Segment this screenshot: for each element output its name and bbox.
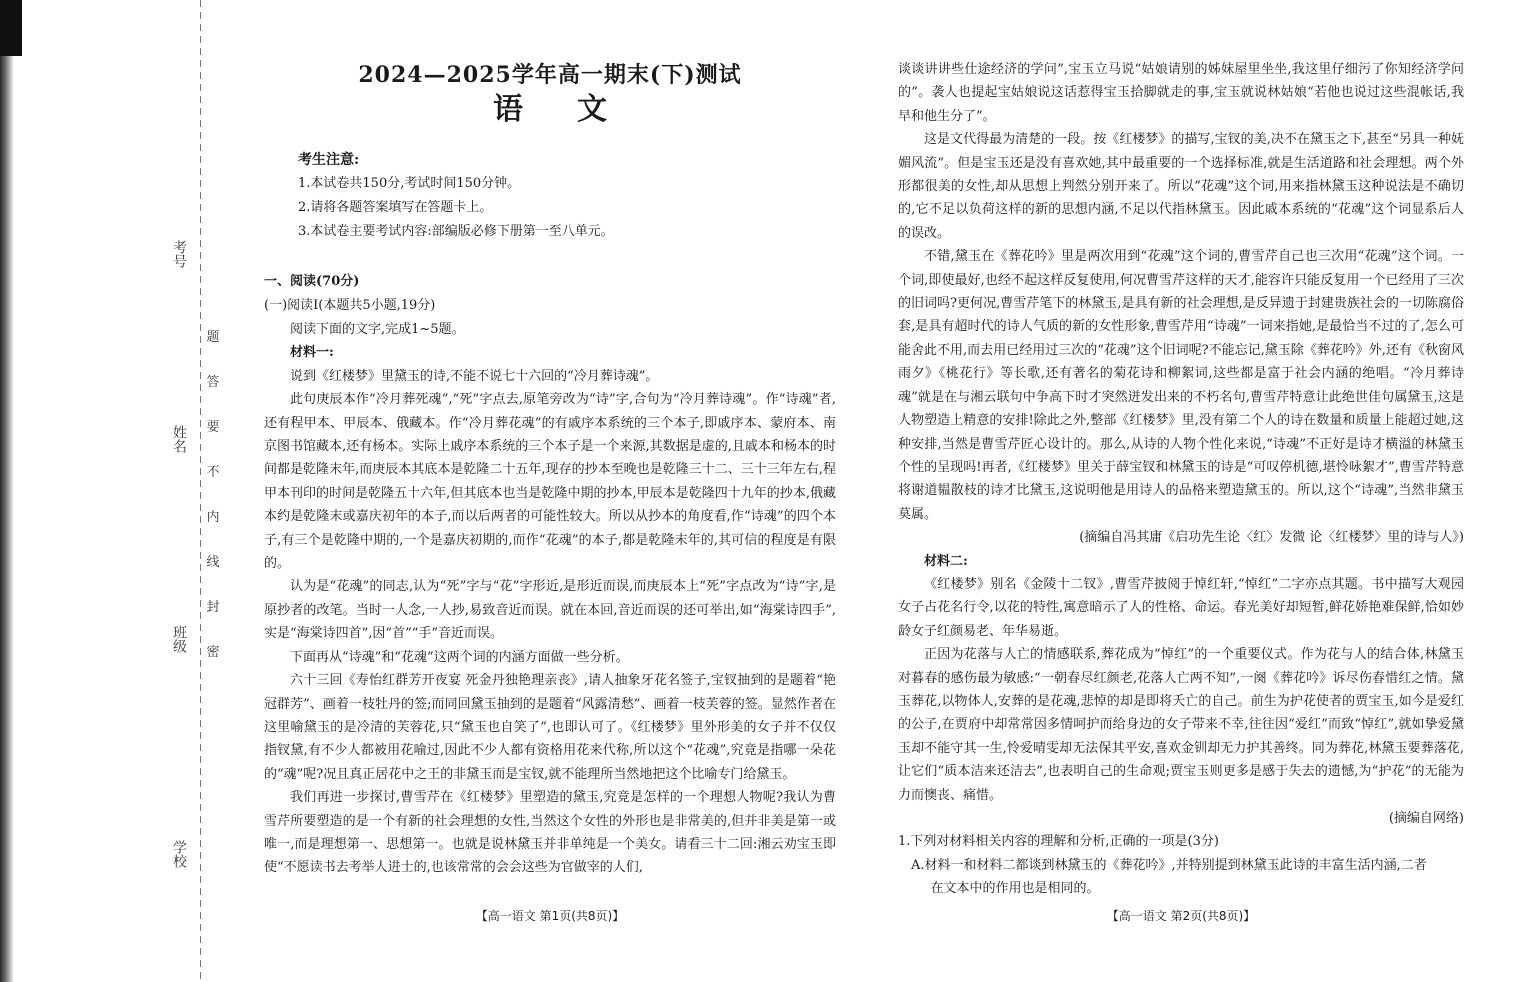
- section-subheading: (一)阅读Ⅰ(本题共5小题,19分): [264, 298, 436, 313]
- notice-item: 3.本试卷主要考试内容:部编版必修下册第一至八单元。: [298, 224, 614, 239]
- seal-char: 密: [206, 645, 220, 660]
- material-one-label: 材料一:: [290, 345, 334, 361]
- material-two-label: 材料二:: [924, 553, 968, 569]
- scan-corner: [0, 0, 22, 56]
- exam-title: 2024—2025学年高一期末(下)测试: [358, 62, 742, 88]
- page-footer-right: 【高一语文 第2页(共8页)】: [1106, 909, 1256, 923]
- source-citation: (摘编自网络): [1388, 811, 1464, 826]
- label-school: 学校: [171, 840, 187, 868]
- paragraph: 不错,黛玉在《葬花吟》里是两次用到“花魂”这个词的,曹雪芹自己也三次用“花魂”这个词。一个词,即使最好,也经不起这样反复使用,何况曹雪芹这样的天才,能容许只能反复用一个已经用了三次的旧词吗?更何况,曹雪芹笔下的林黛玉,是具有新的社会理想,是反异遗于封建贵族社会的一切陈腐俗套,是具有超时代的诗人气质的新的女性形象,曹雪芹用“诗魂”一词来指她,是最恰当不过的了,怎么可能舍此不用,而去用已经用过三次的“花魂”这个旧词呢?不能忘记,黛玉除《葬花吟》外,还有《秋窗风雨夕》《桃花行》等长歌,还有著名的菊花诗和柳絮词,这些都是富于社会内涵的绝唱。“冷月葬诗魂”就是在与湘云联句中争高下时才突然迸发出来的不朽名句,曹雪芹特意让此绝世佳句属黛玉,这是人物塑造上精意的安排!除此之外,整部《红楼梦》里,没有第二个人的诗在数量和质量上能超过她,这种安排,当然是曹雪芹匠心设计的。那么,从诗的人物个性化来说,“诗魂”不正好是诗才横溢的林黛玉个性的呈现吗!再者,《红楼梦》里关于薛宝钗和林黛玉的诗是“可叹停机德,堪怜咏絮才”,曹雪芹特意将谢道韫散枝的诗才比黛玉,这说明他是用诗人的品格来塑造黛玉的。所以,这个“诗魂”,当然非黛玉莫属。: [898, 249, 1464, 522]
- paragraph: 谈谈讲讲些仕途经济的学问”,宝玉立马说“姑娘请别的姊妹屋里坐坐,我这里仔细污了你知经济学问的”。袭人也提起宝姑娘说这话惹得宝玉拾脚就走的事,宝玉就说林姑娘“若他也说过这些混帐话,我早和他生分了”。: [898, 62, 1464, 124]
- question-option-continued: 在文本中的作用也是相同的。: [930, 881, 1100, 897]
- right-page: [898, 0, 1464, 982]
- seal-char: 封: [206, 600, 220, 615]
- scan-edge: [0, 0, 14, 982]
- seal-char: 内: [206, 510, 220, 525]
- binding-line: [200, 0, 201, 982]
- paragraph: 这是文代得最为清楚的一段。按《红楼梦》的描写,宝钗的美,决不在黛玉之下,甚至“另具一种妩媚风流”。但是宝玉还是没有喜欢她,其中最重要的一个选择标准,就是生活道路和社会理想。两个外形都很美的女性,却从思想上判然分别开来了。所以“花魂”这个词,用来指林黛玉这种说法是不确切的,它不足以负荷这样的新的思想内涵,不足以代指林黛玉。因此戚本系统的“花魂”这个词显系后人的误改。: [898, 132, 1464, 241]
- paragraph: 我们再进一步探讨,曹雪芹在《红楼梦》里塑造的黛玉,究竟是怎样的一个理想人物呢?我认为曹雪芹所要塑造的是一个有新的社会理想的女性,当然这个女性的外形也是非常美的,但并非美是第一或唯一,而是理想第一、思想第一。也就是说林黛玉并非单纯是一个美女。请看三十二回:湘云劝宝玉即使“不愿读书去考举人进士的,也该常常的会会这些为官做宰的人们,: [264, 790, 836, 876]
- paragraph: 《红楼梦》别名《金陵十二钗》,曹雪芹披阅于悼红轩,“悼红”二字亦点其题。书中描写大观园女子占花名行令,以花的特性,寓意暗示了人的性格、命运。春光美好却短暂,鲜花娇艳难保鲜,恰如妙龄女子红颜易老、年华易逝。: [898, 576, 1464, 639]
- label-name: 姓名: [171, 425, 187, 453]
- subject-title: 语文: [493, 92, 661, 127]
- notice-heading: 考生注意:: [298, 152, 360, 168]
- left-page: [264, 0, 836, 982]
- seal-char: 不: [206, 465, 220, 480]
- paragraph: 认为是“花魂”的同志,认为“死”字与“花”字形近,是形近而误,而庚辰本上“死”字点改为“诗”字,是原抄者的改笔。当时一人念,一人抄,易致音近而误。就在本回,音近而误的还可举出,如“海棠诗四手”,实是“海棠诗四首”,因“首”“手”音近而误。: [264, 579, 836, 642]
- paragraph: 正因为花落与人亡的情感联系,葬花成为“悼红”的一个重要仪式。作为花与人的结合体,林黛玉对暮春的感伤最为敏感:“一朝春尽红颜老,花落人亡两不知”,一阕《葬花吟》诉尽伤春惜红之情。黛玉葬花,以物体人,安葬的是花魂,悲悼的却是即将夭亡的自己。前生为护花使者的贾宝玉,如今是爱红的公子,在贾府中却常常因多情呵护而给身边的女子带来不幸,往往因“爱红”而致“悼红”,就如挚爱黛玉却不能守其一生,怜爱晴雯却无法保其平安,喜欢金钏却无力护其善终。同为葬花,林黛玉要葬落花,让它们“质本洁来还洁去”,也表明自己的生命观;贾宝玉则更多是感于失去的遗憾,为“护花”的无能为力而懊丧、痛惜。: [898, 647, 1464, 803]
- question-stem: 1.下列对材料相关内容的理解和分析,正确的一项是(3分): [898, 834, 1219, 850]
- notice-box: [264, 148, 836, 244]
- section-heading: 一、阅读(70分): [264, 274, 360, 289]
- paragraph: 六十三回《寿怡红群芳开夜宴 死金丹独艳理亲丧》,请人抽象牙花名签子,宝钗抽到的是题着“艳冠群芳”、画着一枝牡丹的签;而同回黛玉抽到的是题着“风露清愁”、画着一枝芙蓉的签。显然作者在这里喻黛玉的是冷清的芙蓉花,只“黛玉也自笑了”,也即认可了。《红楼梦》里外形美的女子并不仅仅指钗黛,有不少人都被用花喻过,因此不少人都有资格用花来代称,所以这个“花魂”,究竟是指哪一朵花的“魂”呢?况且真正居花中之王的非黛玉而是宝钗,就不能理所当然地把这个比喻专门给黛玉。: [264, 673, 836, 782]
- label-exam-no: 考号: [171, 240, 187, 268]
- paragraph: 说到《红楼梦》里黛玉的诗,不能不说七十六回的“冷月葬诗魂”。: [290, 368, 659, 384]
- question-option: A.材料一和材料二都谈到林黛玉的《葬花吟》,并特别提到林黛玉此诗的丰富生活内涵,二者: [911, 857, 1427, 873]
- paragraph: 此句庚辰本作“冷月葬死魂”,“死”字点去,原笔旁改为“诗”字,合句为“冷月葬诗魂”。作“诗魂”者,还有程甲本、甲辰本、俄藏本。作“冷月葬花魂”的有戚序本系统的三个本子,即戚序本、蒙府本、南京图书馆藏本,还有杨本。实际上戚序本系统的三个本子是一个来源,其数据是虚的,且戚本和杨本的时间都是乾隆末年,而庚辰本其底本是乾隆二十五年,现存的抄本至晚也是乾隆三十二、三十三年左右,程甲本刊印的时间是乾隆五十六年,但其底本也当是乾隆中期的抄本,甲辰本是乾隆四十九年的抄本,俄藏本约是乾隆末或嘉庆初年的本子,而以后两者的可能性较大。所以从抄本的角度看,作“诗魂”的四个本子,有三个是乾隆中期的,一个是嘉庆初期的,而作“花魂”的本子,都是乾隆末年的,其可信的程度是有限的。: [264, 392, 836, 572]
- paragraph: 下面再从“诗魂”和“花魂”这两个词的内涵方面做一些分析。: [290, 649, 629, 665]
- page-footer-left: 【高一语文 第1页(共8页)】: [475, 909, 625, 923]
- instruction: 阅读下面的文字,完成1~5题。: [290, 322, 465, 337]
- seal-char: 线: [206, 555, 220, 570]
- label-class: 班级: [171, 625, 187, 653]
- notice-item: 1.本试卷共150分,考试时间150分钟。: [298, 176, 521, 191]
- seal-char: 题: [206, 330, 220, 345]
- seal-char: 答: [206, 375, 220, 390]
- seal-char: 要: [206, 420, 220, 435]
- notice-item: 2.请将各题答案填写在答题卡上。: [298, 200, 493, 215]
- source-citation: (摘编自冯其庸《启功先生论〈红〉发微 论〈红楼梦〉里的诗与人》): [1079, 530, 1464, 546]
